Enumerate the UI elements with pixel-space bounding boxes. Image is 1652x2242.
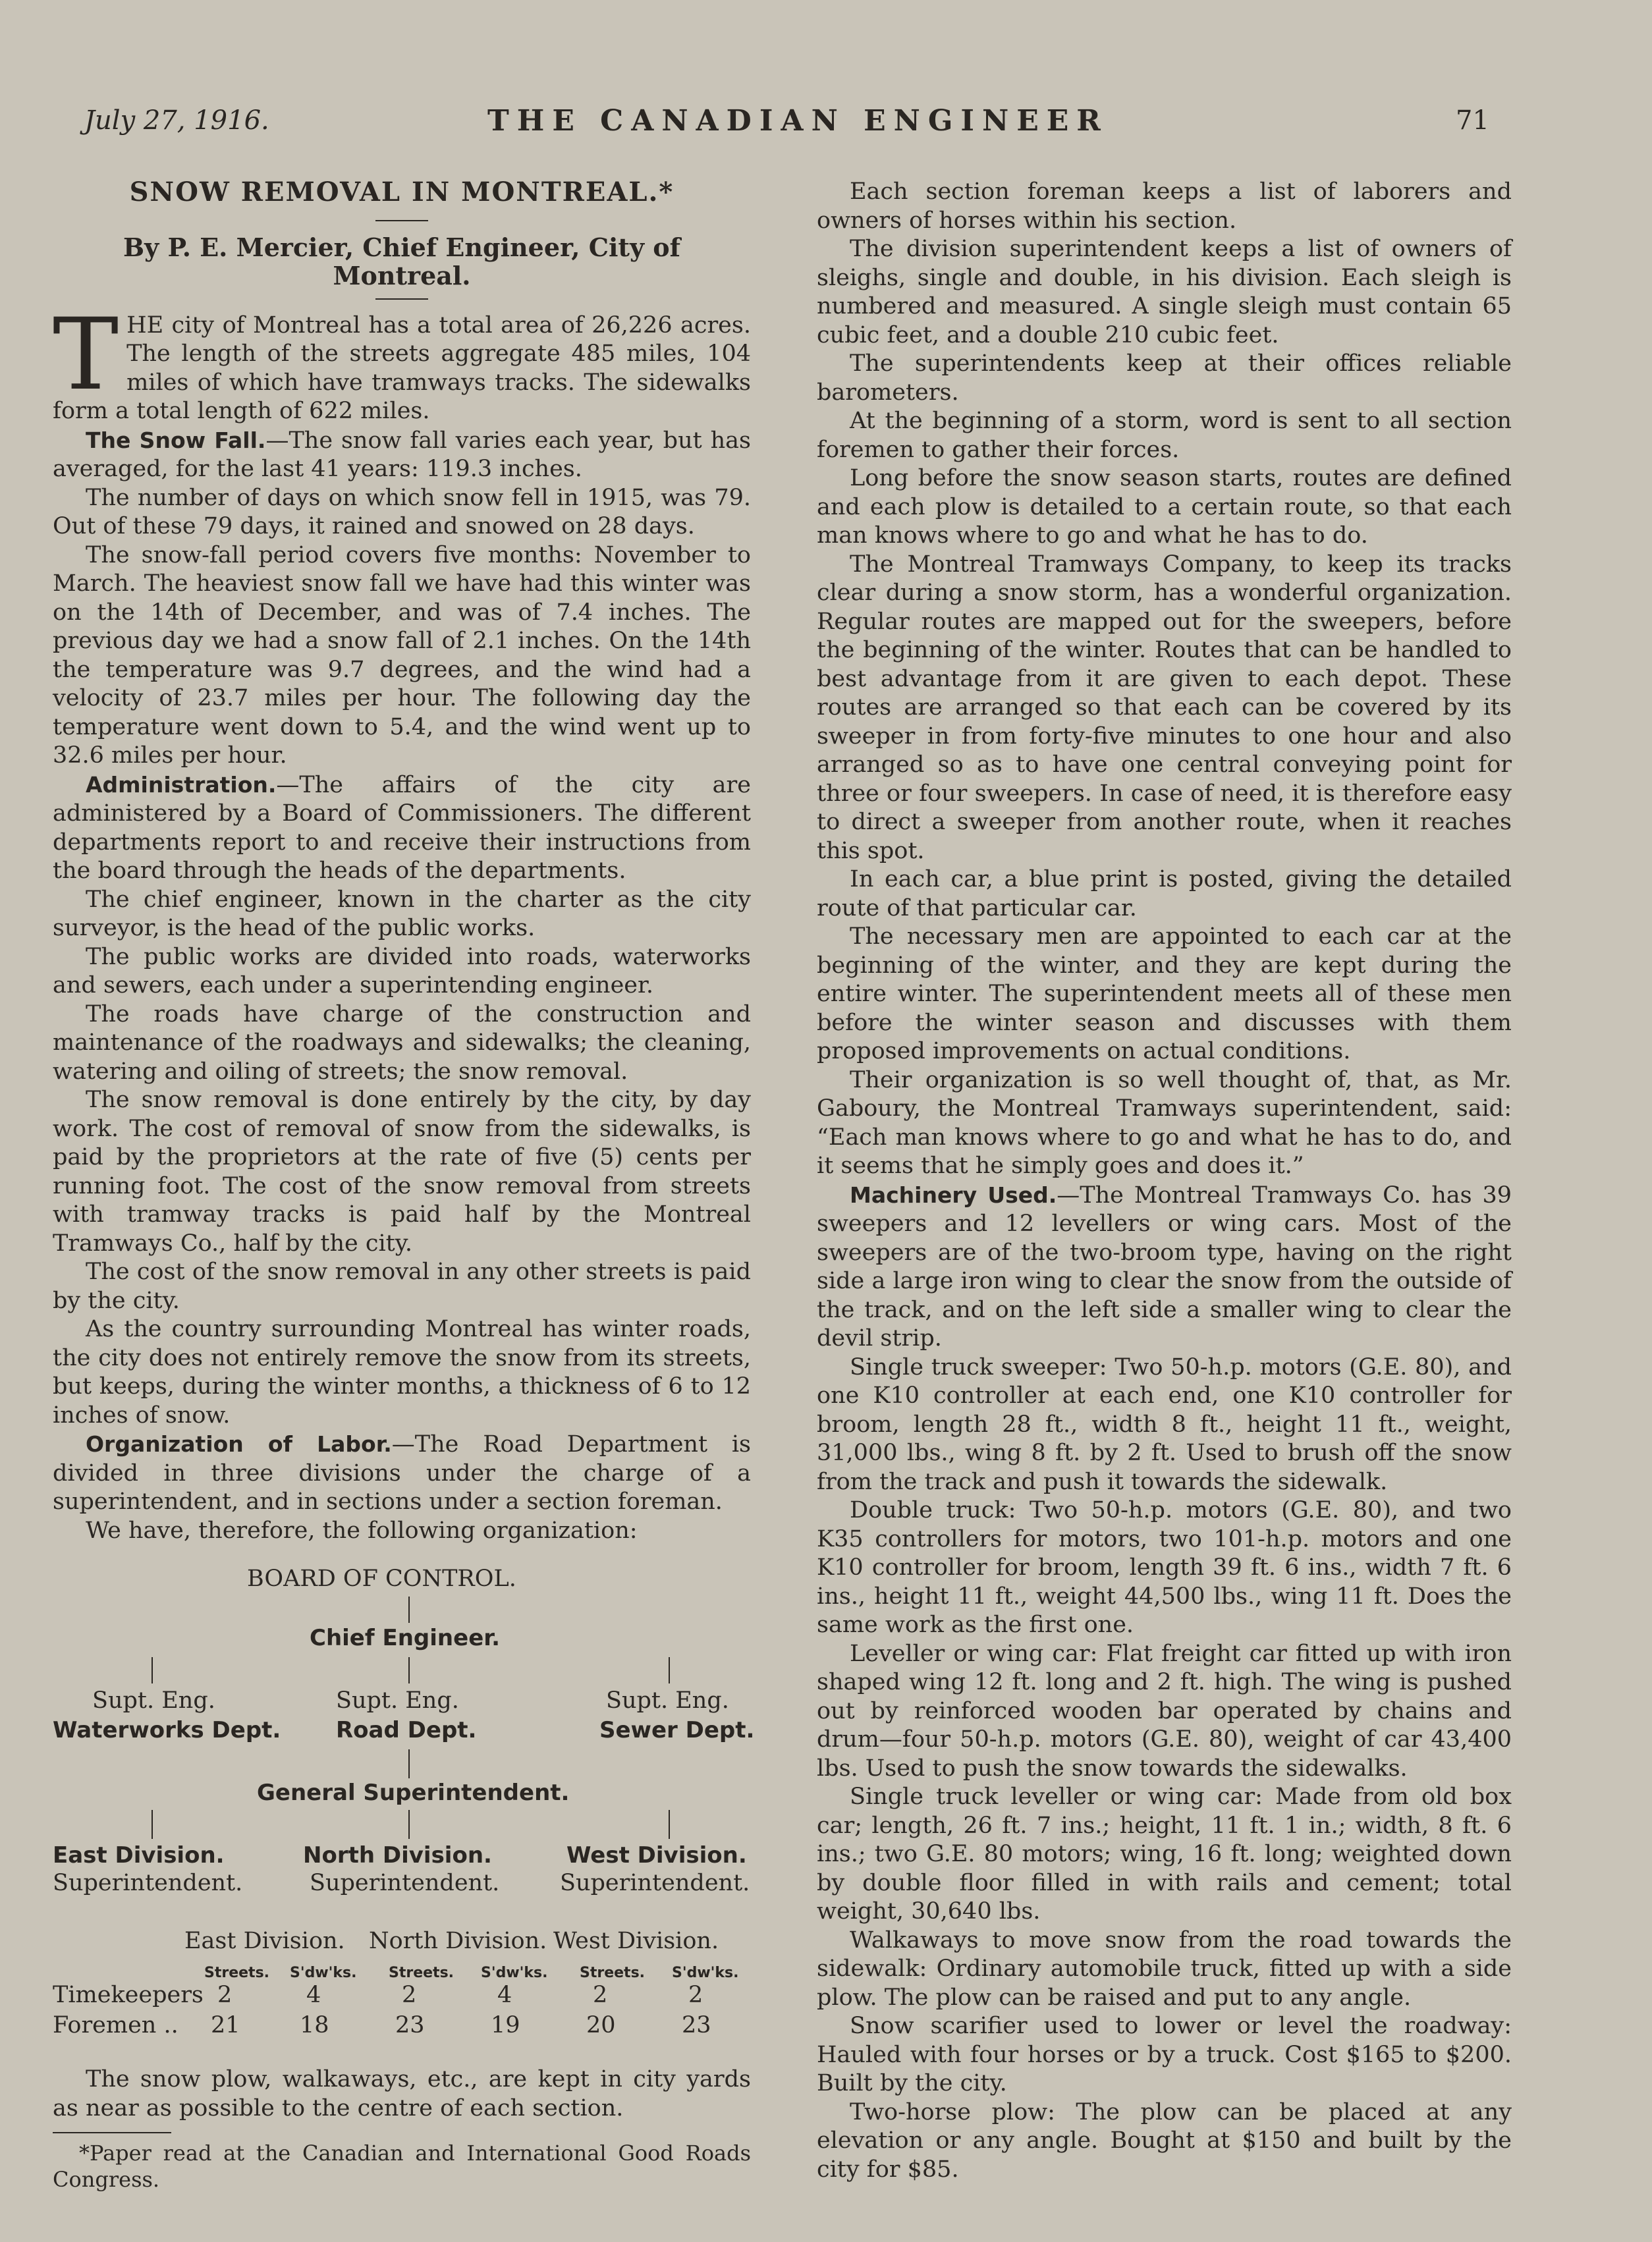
board-of-control: BOARD OF CONTROL. [247, 1566, 516, 1592]
page-number: 71 [1456, 105, 1489, 136]
labor-paragraph-1: Organization of Labor.—The Road Department is divided in three divisions under the charge of a superintendent, and in sections under a section foreman. [53, 1431, 751, 1515]
right-paragraph: Walkaways to move snow from the road towards the sidewalk: Ordinary automobile truck, fitted up with a side plow. The plow can be raised and put to any angle. [817, 1927, 1512, 2011]
supt-eng-sewer: Supt. Eng. [606, 1687, 729, 1714]
admin-paragraph-3: The public works are divided into roads, waterworks and sewers, each under a superintending engineer. [53, 943, 751, 998]
machinery-heading: Machinery Used. [850, 1182, 1057, 1208]
byline: By P. E. Mercier, Chief Engineer, City of Montreal. [123, 232, 680, 290]
connector-line [669, 1657, 670, 1683]
journal-title: THE CANADIAN ENGINEER [487, 104, 1109, 138]
table-cell: 4 [497, 1982, 512, 2008]
machinery-paragraph: Machinery Used.—The Montreal Tramways Co. has 39 sweepers and 12 levellers or wing cars. Most of the sweepers are of the two-broom type, having on the right side a large iron wing to clear the snow from the outside of the track, and on the left side a smaller wing to clear the devil strip. [817, 1182, 1512, 1352]
table-cell: 19 [491, 2012, 520, 2038]
road-dept: Road Dept. [336, 1717, 477, 1743]
title-rule [375, 220, 428, 221]
connector-line [151, 1657, 153, 1683]
subhead-streets: Streets. [580, 1965, 646, 1981]
subhead-streets: Streets. [204, 1965, 270, 1981]
admin-paragraph-4: The roads have charge of the construction and maintenance of the roadways and sidewalks; the cleaning, watering and oiling of streets; the snow removal. [53, 1000, 751, 1085]
right-paragraph: The necessary men are appointed to each car at the beginning of the winter, and they are kept during the entire winter. The superintendent meets all of these men before the winter season and discusses with them proposed improvements on actual conditions. [817, 923, 1512, 1064]
snowfall-paragraph-2: The number of days on which snow fell in 1915, was 79. Out of these 79 days, it rained and snowed on 28 days. [53, 484, 751, 539]
drop-cap: T [53, 297, 119, 412]
table-cell: 23 [395, 2012, 425, 2038]
row-label-timekeepers: Timekeepers [53, 1982, 204, 2008]
subhead-sidewalks: S'dw'ks. [672, 1965, 739, 1981]
staff-table [53, 1927, 751, 2085]
table-cell: 23 [682, 2012, 711, 2038]
right-paragraph: The Montreal Tramways Company, to keep its tracks clear during a snow storm, has a wonderful organization. Regular routes are mapped out for the sweepers, before the beginning of the winter. Routes that can be handled to best advantage from it are given to each depot. These routes are arranged so that each can be covered by its sweeper in from forty-five minutes to one hour and also arranged so as to have one central conveying point for three or four sweepers. In case of need, it is therefore easy to direct a sweeper from another route, when it reaches this spot. [817, 551, 1512, 864]
admin-paragraph-7: As the country surrounding Montreal has winter roads, the city does not entirely remove the snow from its streets, but keeps, during the winter months, a thickness of 6 to 12 inches of snow. [53, 1316, 751, 1429]
right-paragraph: Single truck sweeper: Two 50-h.p. motors (G.E. 80), and one K10 controller at each end, one K10 controller for broom, length 28 ft., width 8 ft., height 11 ft., weight, 31,000 lbs., wing 8 ft. by 2 ft. Used to brush off the snow from the track and push it towards the sidewalk. [817, 1353, 1512, 1495]
admin-heading: Administration. [86, 771, 277, 798]
right-paragraph: Their organization is so well thought of, that, as Mr. Gaboury, the Montreal Tramways superintendent, said: “Each man knows where to go and what he has to do, and it seems that he simply goes and does it.” [817, 1066, 1512, 1179]
table-cell: 20 [586, 2012, 616, 2038]
right-paragraph: The division superintendent keeps a list of owners of sleighs, single and double, in his division. Each sleigh is numbered and measured. A single sleigh must contain 65 cubic feet, and a double 210 cubic feet. [817, 236, 1512, 348]
lead-paragraph [53, 297, 751, 426]
snowfall-heading: The Snow Fall. [86, 427, 266, 453]
connector-line [408, 1810, 410, 1839]
org-chart [53, 1565, 755, 2065]
footnote-rule [53, 2132, 171, 2133]
sewer-dept: Sewer Dept. [599, 1717, 755, 1743]
west-superintendent: Superintendent. [560, 1870, 750, 1896]
admin-paragraph-5: The snow removal is done entirely by the city, by day work. The cost of removal of snow from the sidewalks, is paid by the proprietors at the rate of five (5) cents per running foot. The cost of the snow removal from streets with tramway tracks is paid half by the Montreal Tramways Co., half by the city. [53, 1087, 751, 1257]
snowfall-paragraph-1: The Snow Fall.—The snow fall varies each year, but has averaged, for the last 41 years: 119.3 inches. [53, 427, 751, 482]
admin-paragraph-1: Administration.—The affairs of the city are administered by a Board of Commissioners. The different departments report to and receive their instructions from the board through the heads of the departments. [53, 771, 751, 884]
issue-date: July 27, 1916. [84, 105, 269, 136]
subhead-streets: Streets. [389, 1965, 454, 1981]
table-cell: 18 [300, 2012, 329, 2038]
connector-line [669, 1810, 670, 1839]
table-division-west: West Division. [553, 1928, 719, 1954]
right-paragraph: Each section foreman keeps a list of laborers and owners of horses within his section. [817, 178, 1512, 234]
right-paragraph: The superintendents keep at their offices reliable barometers. [817, 350, 1512, 406]
after-table-paragraph: The snow plow, walkaways, etc., are kept in city yards as near as possible to the centre of each section. [53, 2066, 751, 2121]
lead-text: HE city of Montreal has a total area of 26,226 acres. The length of the streets aggregate 485 miles, 104 miles of which have tramways tracks. The sidewalks form a total length of 622 miles. [53, 312, 751, 424]
supt-eng-road: Supt. Eng. [336, 1687, 459, 1714]
table-cell: 4 [306, 1982, 321, 2008]
north-superintendent: Superintendent. [310, 1870, 500, 1896]
right-paragraph: At the beginning of a storm, word is sent to all section foremen to gather their forces. [817, 408, 1512, 463]
north-division: North Division. [303, 1842, 492, 1869]
table-cell: 2 [217, 1982, 233, 2008]
right-paragraph: Two-horse plow: The plow can be placed at any elevation or any angle. Bought at $150 and built by the city for $85. [817, 2098, 1512, 2183]
connector-line [408, 1657, 410, 1683]
snowfall-paragraph-3: The snow-fall period covers five months: November to March. The heaviest snow fall we have had this winter was on the 14th of December, and was of 7.4 inches. The previous day we had a snow fall of 2.1 inches. On the 14th the temperature was 9.7 degrees, and the wind had a velocity of 23.7 miles per hour. The following day the temperature went down to 5.4, and the wind went up to 32.6 miles per hour. [53, 541, 751, 769]
waterworks-dept: Waterworks Dept. [53, 1717, 281, 1743]
west-division: West Division. [566, 1842, 747, 1869]
table-cell: 21 [211, 2012, 240, 2038]
byline-rule [375, 298, 428, 300]
supt-eng-waterworks: Supt. Eng. [92, 1687, 215, 1714]
connector-line [151, 1810, 153, 1839]
subhead-sidewalks: S'dw'ks. [290, 1965, 357, 1981]
row-label-foremen: Foremen .. [53, 2012, 179, 2038]
table-division-east: East Division. [184, 1928, 345, 1954]
right-paragraph: Snow scarifier used to lower or level the roadway: Hauled with four horses or by a truck. Cost $165 to $200. Built by the city. [817, 2013, 1512, 2096]
table-division-north: North Division. [369, 1928, 547, 1954]
labor-heading: Organization of Labor. [86, 1431, 392, 1457]
subhead-sidewalks: S'dw'ks. [481, 1965, 548, 1981]
admin-paragraph-2: The chief engineer, known in the charter as the city surveyor, is the head of the public works. [53, 886, 751, 941]
right-paragraph: Long before the snow season starts, routes are defined and each plow is detailed to a certain route, so that each man knows where to go and what he has to do. [817, 465, 1512, 549]
east-superintendent: Superintendent. [53, 1870, 243, 1896]
admin-paragraph-6: The cost of the snow removal in any other streets is paid by the city. [53, 1259, 751, 1314]
east-division: East Division. [53, 1842, 225, 1869]
table-cell: 2 [688, 1982, 703, 2008]
connector-line [408, 1749, 410, 1778]
labor-paragraph-2: We have, therefore, the following organization: [86, 1517, 638, 1544]
right-paragraph: Double truck: Two 50-h.p. motors (G.E. 80), and two K35 controllers for motors, two 101-h.p. motors and one K10 controller for broom, length 39 ft. 6 ins., width 7 ft. 6 ins., height 11 ft., weight 44,500 lbs., wing 11 ft. Does the same work as the first one. [817, 1497, 1512, 1638]
right-column [817, 178, 1512, 2184]
left-column [53, 177, 755, 2193]
running-head [0, 99, 1652, 138]
table-cell: 2 [593, 1982, 608, 2008]
table-cell: 2 [402, 1982, 417, 2008]
connector-line [408, 1597, 410, 1623]
chief-engineer: Chief Engineer. [310, 1625, 501, 1651]
article-title: SNOW REMOVAL IN MONTREAL.* [129, 177, 675, 207]
right-paragraph: Single truck leveller or wing car: Made from old box car; length, 26 ft. 7 ins.; height, 11 ft. 1 in.; width, 8 ft. 6 ins.; two G.E. 80 motors; wing, 16 ft. long; weighted down by double floor filled in with rails and cement; total weight, 30,640 lbs. [817, 1784, 1512, 1925]
footnote: *Paper read at the Canadian and International Good Roads Congress. [53, 2141, 751, 2192]
general-superintendent: General Superintendent. [257, 1780, 570, 1806]
right-paragraph: In each car, a blue print is posted, giving the detailed route of that particular car. [817, 866, 1512, 921]
right-paragraph: Leveller or wing car: Flat freight car fitted up with iron shaped wing 12 ft. long and 2 ft. high. The wing is pushed out by reinforced wooden bar operated by chains and drum—four 50-h.p. motors (G.E. 80), weight of car 43,400 lbs. Used to push the snow towards the sidewalks. [817, 1640, 1512, 1782]
